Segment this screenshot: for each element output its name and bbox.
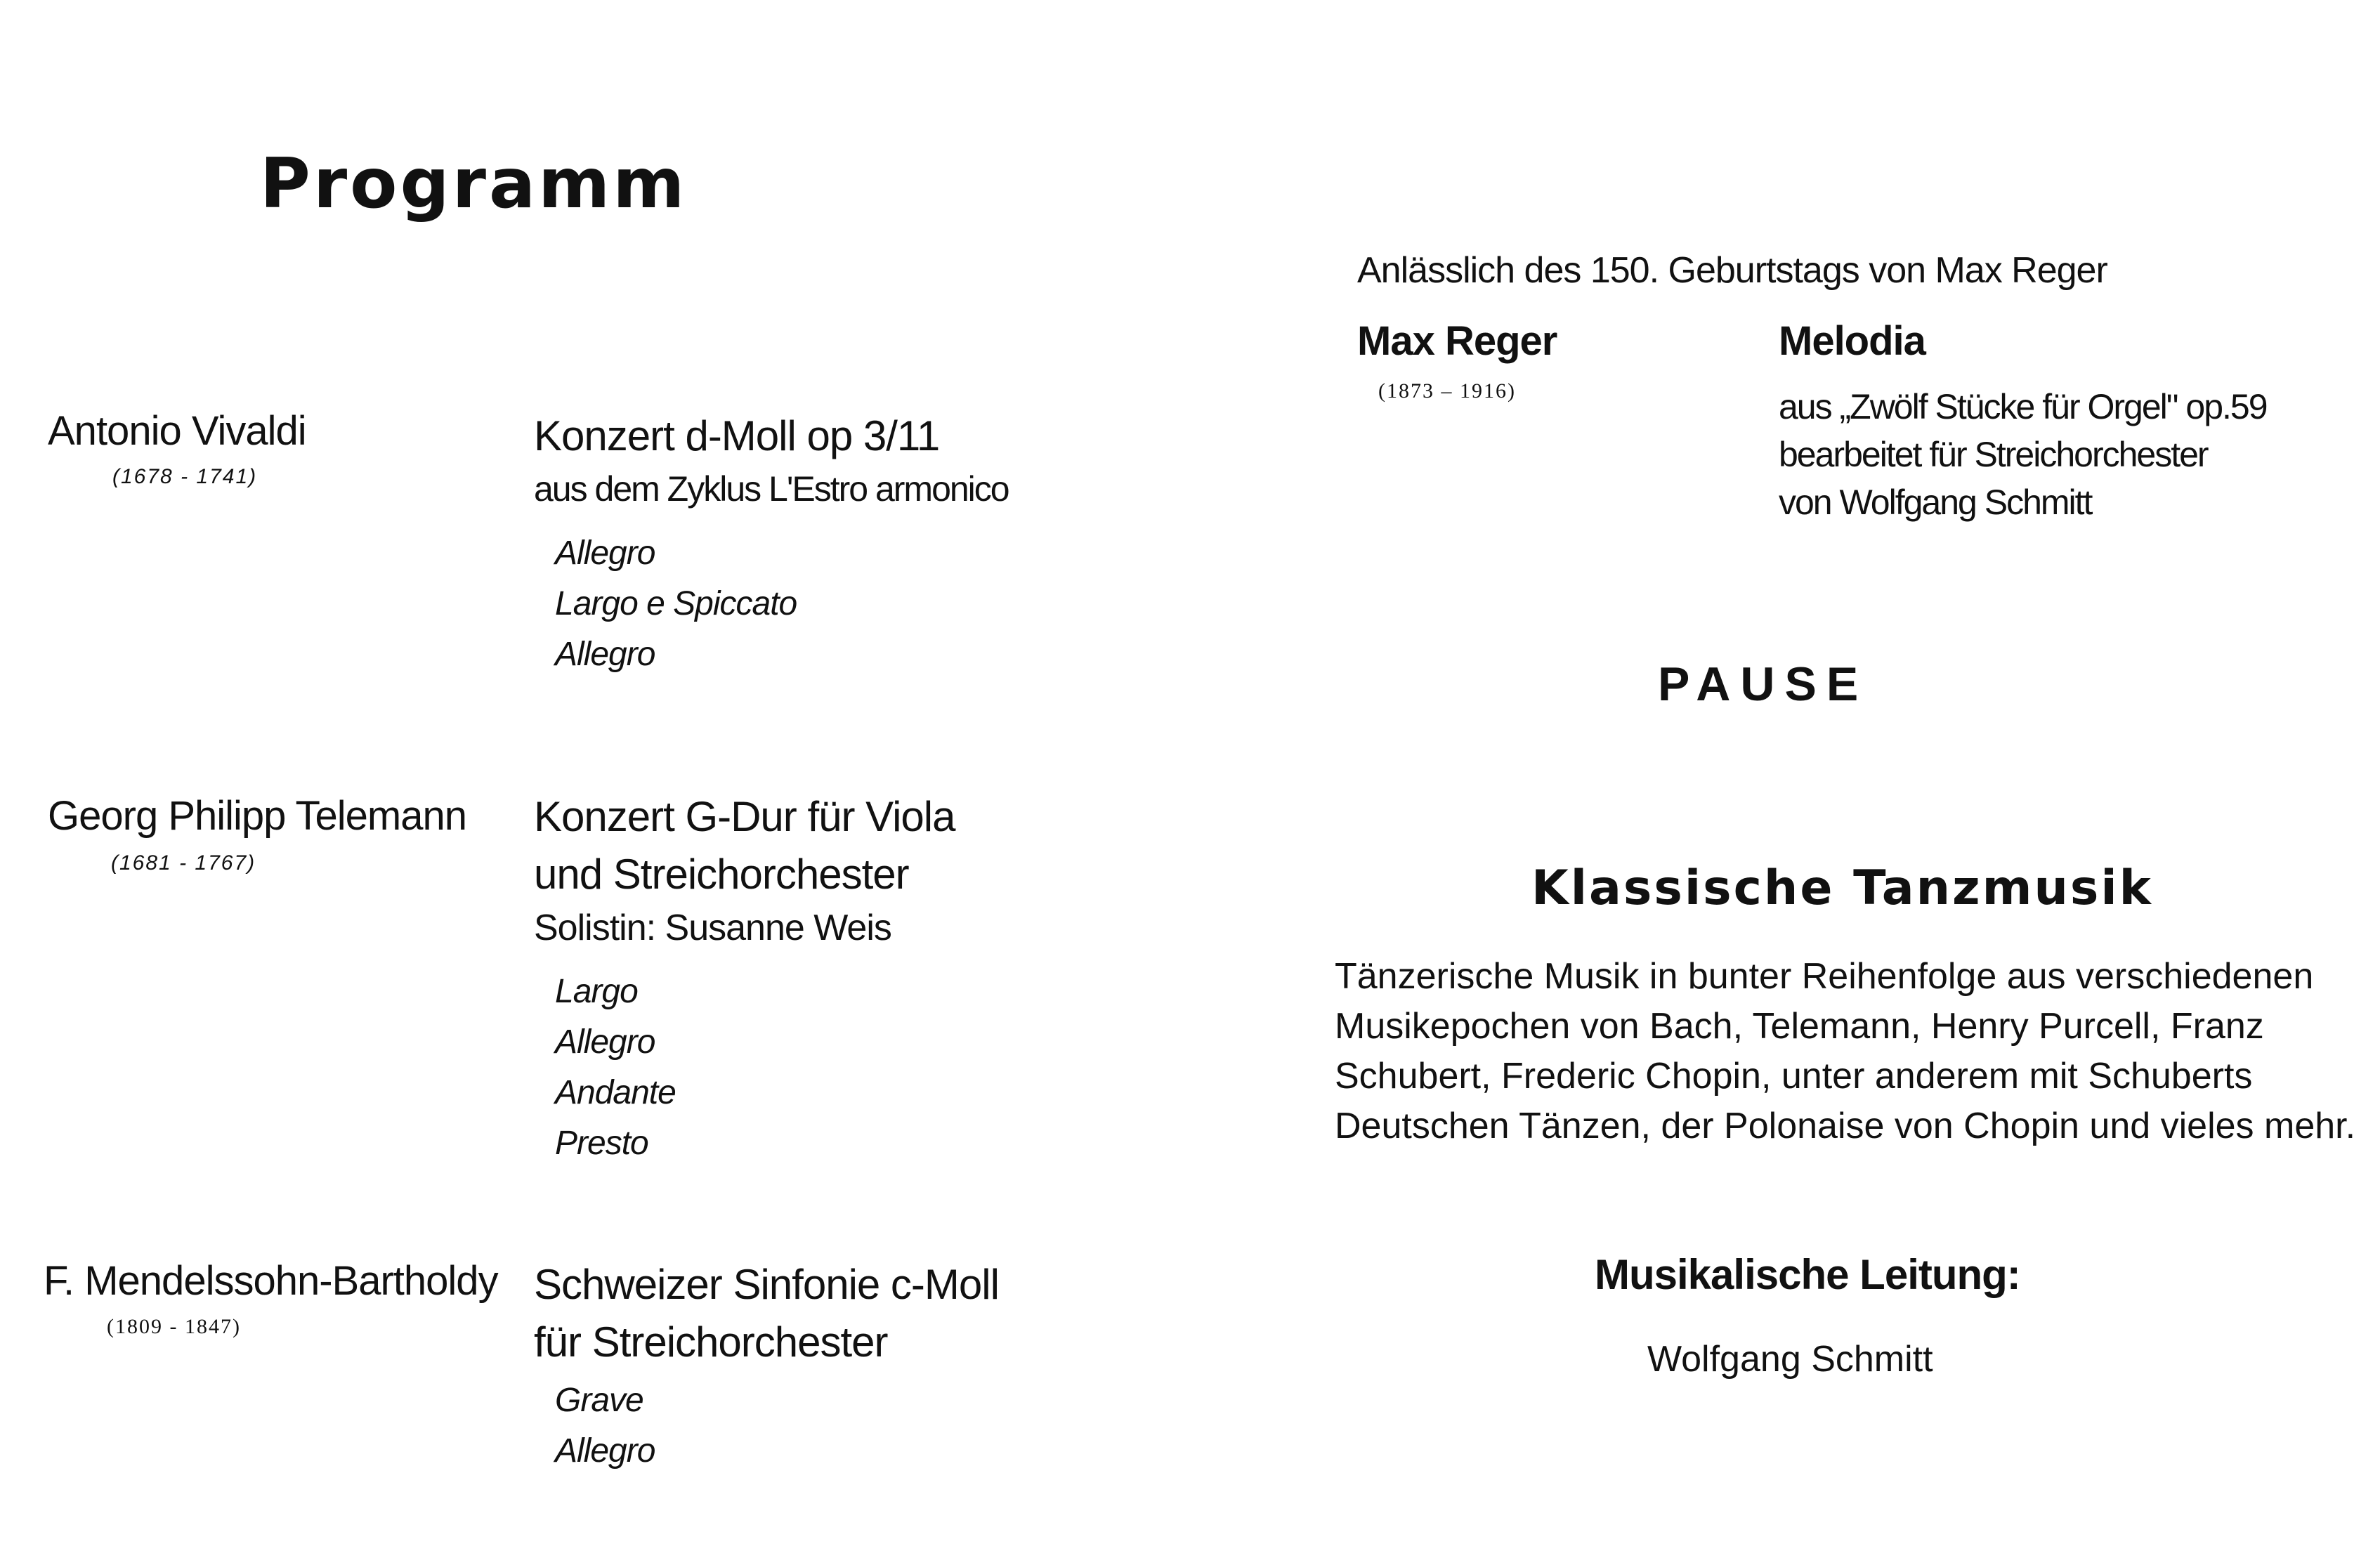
reger-intro: Anlässlich des 150. Geburtstags von Max Reger — [1357, 250, 2107, 291]
composer-name: Antonio Vivaldi — [48, 408, 306, 454]
movement: Andante — [555, 1074, 676, 1111]
composer-years: (1873 – 1916) — [1378, 379, 1516, 403]
movement-list — [555, 967, 676, 1169]
leitung-heading: Musikalische Leitung: — [1595, 1251, 2020, 1298]
dance-description — [1335, 952, 2360, 1151]
work-detail-line: aus „Zwölf Stücke für Orgel" op.59 — [1779, 387, 2267, 426]
paragraph-line: Schubert, Frederic Chopin, unter anderem mit Schuberts — [1335, 1056, 2253, 1097]
movement: Grave — [555, 1382, 643, 1419]
work-block — [534, 407, 1009, 513]
section-heading: Klassische Tanzmusik — [1531, 860, 2153, 916]
movement: Allegro — [555, 1432, 655, 1470]
composer-name: Georg Philipp Telemann — [48, 793, 466, 839]
work-title: Konzert d-Moll op 3/11 — [534, 412, 940, 459]
work-title: und Streichorchester — [534, 851, 909, 898]
soloist: Solistin: Susanne Weis — [534, 908, 891, 948]
work-detail-line: bearbeitet für Streichorchester — [1779, 435, 2208, 474]
movement: Largo — [555, 973, 638, 1010]
page-title: Programm — [260, 144, 688, 224]
composer-name: Max Reger — [1357, 318, 1557, 364]
movement-list — [555, 528, 797, 680]
conductor-name: Wolfgang Schmitt — [1647, 1339, 1933, 1380]
pause-label: PAUSE — [1658, 657, 1869, 711]
composer-years: (1678 - 1741) — [112, 465, 258, 488]
movement: Allegro — [555, 1023, 655, 1061]
work-title: Schweizer Sinfonie c-Moll — [534, 1261, 999, 1308]
composer-years: (1809 - 1847) — [107, 1315, 241, 1338]
paragraph-line: Musikepochen von Bach, Telemann, Henry Purcell, Franz — [1335, 1006, 2264, 1047]
work-subtitle: aus dem Zyklus L'Estro armonico — [534, 469, 1009, 509]
work-block — [534, 1256, 999, 1371]
movement-list — [555, 1375, 655, 1477]
work-details — [1779, 383, 2267, 526]
paragraph-line: Tänzerische Musik in bunter Reihenfolge aus verschiedenen — [1335, 956, 2314, 997]
movement: Allegro — [555, 636, 655, 673]
work-block — [534, 788, 955, 953]
work-title: Melodia — [1779, 318, 1925, 364]
movement: Allegro — [555, 535, 655, 572]
work-title: für Streichorchester — [534, 1318, 888, 1366]
work-title: Konzert G-Dur für Viola — [534, 793, 955, 840]
composer-name: F. Mendelssohn-Bartholdy — [44, 1258, 498, 1304]
work-detail-line: von Wolfgang Schmitt — [1779, 483, 2092, 522]
movement: Largo e Spiccato — [555, 585, 797, 622]
movement: Presto — [555, 1125, 648, 1162]
composer-years: (1681 - 1767) — [111, 851, 256, 875]
paragraph-line: Deutschen Tänzen, der Polonaise von Chopin und vieles mehr. — [1335, 1106, 2356, 1146]
